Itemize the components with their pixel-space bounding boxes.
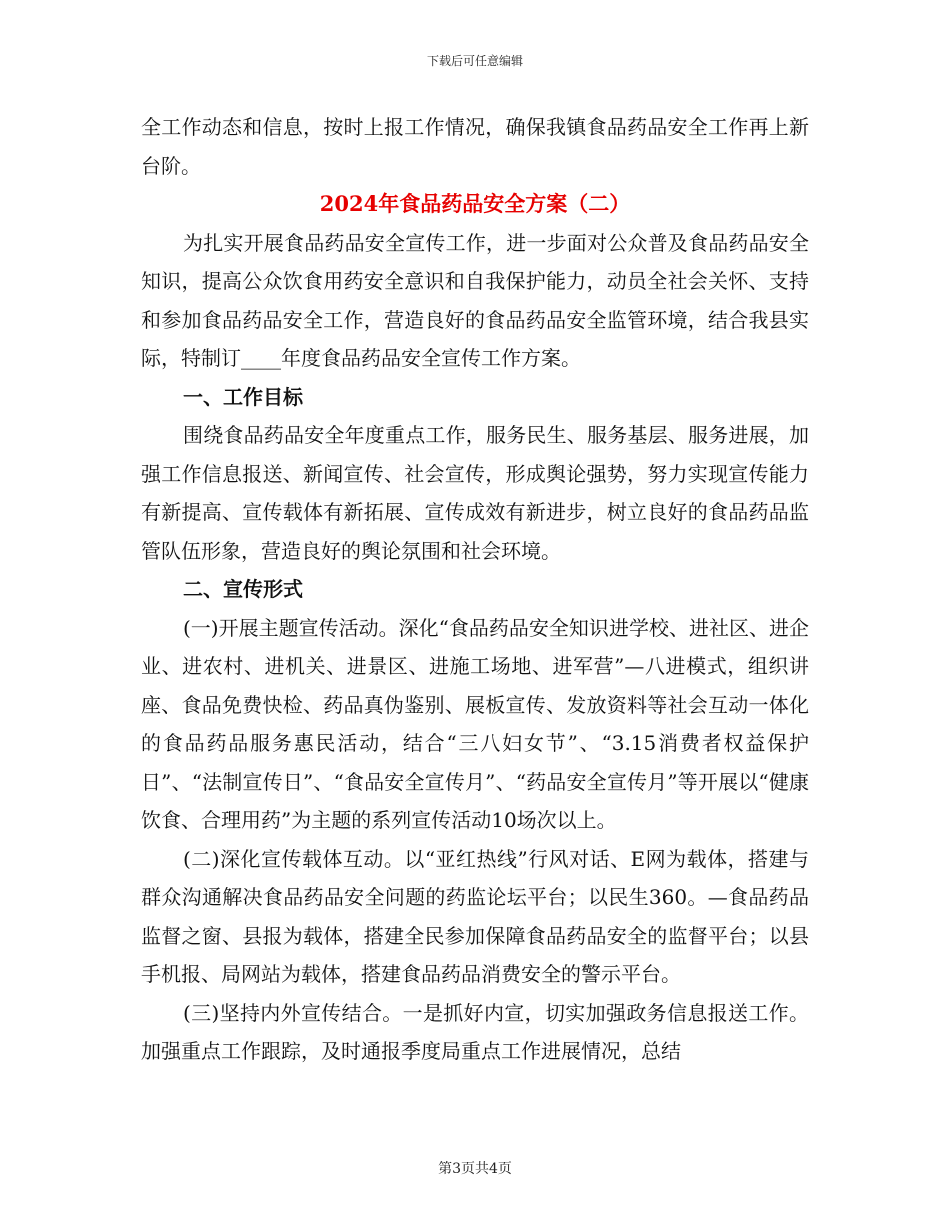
heading-goals: 一、工作目标 — [183, 384, 303, 409]
paragraph-intro: 为扎实开展食品药品安全宣传工作，进一步面对公众普及食品药品安全知识，提高公众饮食用药安全意识和自我保护能力，动员全社会关怀、支持和参加食品药品安全工作，营造良好的食品药品安全监管环境，结合我县实际，特制订____年度食品药品安全宣传工作方案。 — [141, 230, 809, 370]
page-footer: 第3页共4页 — [438, 1161, 512, 1177]
document-title: 2024年食品药品安全方案（二） — [319, 191, 631, 216]
paragraph-continuation: 全工作动态和信息，按时上报工作情况，确保我镇食品药品安全工作再上新台阶。 — [141, 115, 809, 178]
heading-forms: 二、宣传形式 — [183, 577, 303, 601]
paragraph-forms-1: (一)开展主题宣传活动。深化“食品药品安全知识进学校、进社区、进企业、进农村、进机关、进景区、进施工场地、进军营”—八进模式，组织讲座、食品免费快检、药品真伪鉴别、展板宣传、发放资料等社会互动一体化的食品药品服务惠民活动，结合“三八妇女节”、“3.15消费者权益保护日”、“法制宣传日”、“食品安全宣传月”、“药品安全宣传月”等开展以“健康饮食、合理用药”为主题的系列宣传活动10场次以上。 — [141, 615, 809, 832]
paragraph-goals: 围绕食品药品安全年度重点工作，服务民生、服务基层、服务进展，加强工作信息报送、新闻宣传、社会宣传，形成舆论强势，努力实现宣传能力有新提高、宣传载体有新拓展、宣传成效有新进步，树立良好的食品药品监管队伍形象，营造良好的舆论氛围和社会环境。 — [141, 423, 809, 563]
page-header: 下载后可任意编辑 — [426, 54, 523, 68]
paragraph-forms-2: (二)深化宣传载体互动。以“亚红热线”行风对话、E网为载体，搭建与群众沟通解决食品药品安全问题的药监论坛平台；以民生360。—食品药品监督之窗、县报为载体，搭建全民参加保障食品药品安全的监督平台；以县手机报、局网站为载体，搭建食品药品消费安全的警示平台。 — [141, 846, 809, 986]
paragraph-forms-3: (三)坚持内外宣传结合。一是抓好内宣，切实加强政务信息报送工作。加强重点工作跟踪，及时通报季度局重点工作进展情况，总结 — [141, 1000, 809, 1063]
document-body — [141, 108, 809, 1071]
